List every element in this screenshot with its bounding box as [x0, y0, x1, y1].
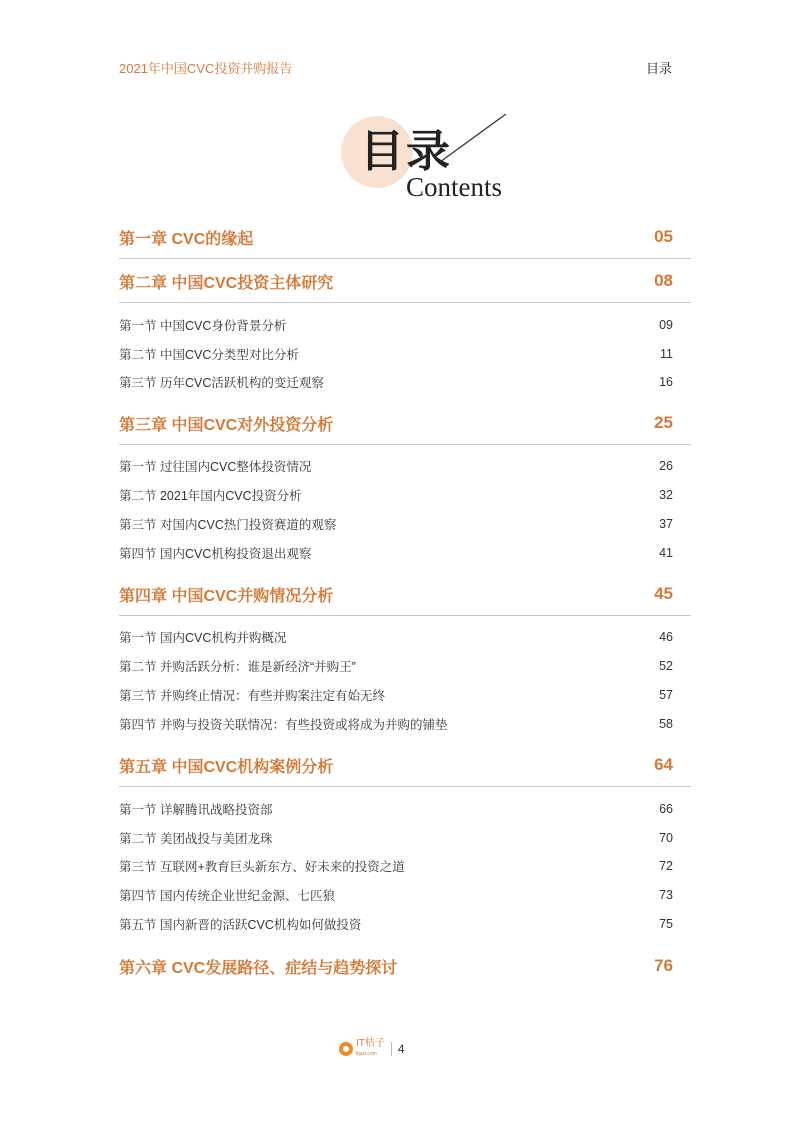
- toc-chapter-6[interactable]: [119, 953, 691, 979]
- page-number: 4: [397, 1042, 405, 1056]
- orange-logo-icon: [339, 1042, 353, 1056]
- toc-title-en: Contents: [406, 172, 503, 202]
- toc-section-label: 第四节 国内传统企业世纪金源、七匹狼: [119, 889, 335, 903]
- toc-section-label: 第一节 中国CVC身份背景分析: [119, 319, 287, 333]
- title-slash-decoration: [438, 112, 510, 164]
- toc-section[interactable]: [119, 543, 691, 563]
- footer: [339, 1039, 405, 1059]
- divider: [119, 615, 691, 616]
- toc-section[interactable]: [119, 485, 691, 505]
- toc-section-label: 第三节 对国内CVC热门投资赛道的观察: [119, 518, 337, 532]
- toc-chapter-label: 第六章 CVC发展路径、症结与趋势探讨: [119, 959, 398, 977]
- footer-separator: [391, 1042, 392, 1056]
- toc-section[interactable]: [119, 914, 691, 934]
- toc-chapter-4[interactable]: [119, 581, 691, 607]
- section-label: 目录: [645, 61, 672, 76]
- toc-section[interactable]: [119, 627, 691, 647]
- toc-chapter-2[interactable]: [119, 268, 691, 294]
- toc-section-label: 第三节 历年CVC活跃机构的变迁观察: [119, 376, 324, 390]
- toc-section-label: 第一节 国内CVC机构并购概况: [119, 631, 287, 645]
- logo-subtext: itjuzi.com: [356, 1051, 377, 1057]
- toc-page-number: 46: [659, 630, 673, 644]
- toc-section[interactable]: [119, 456, 691, 476]
- toc-page-number: 41: [659, 546, 673, 560]
- toc-section[interactable]: [119, 656, 691, 676]
- toc-section-label: 第二节 中国CVC分类型对比分析: [119, 348, 299, 362]
- toc-chapter-3[interactable]: [119, 410, 691, 436]
- toc-section[interactable]: [119, 799, 691, 819]
- toc-page-number: 45: [654, 584, 673, 603]
- divider: [119, 786, 691, 787]
- toc-page-number: 64: [654, 755, 673, 774]
- toc-section-label: 第二节 2021年国内CVC投资分析: [119, 489, 302, 503]
- brand-logo: [356, 1039, 385, 1059]
- toc-section[interactable]: [119, 372, 691, 392]
- toc-section-label: 第一节 详解腾讯战略投资部: [119, 803, 273, 817]
- toc-chapter-label: 第二章 中国CVC投资主体研究: [119, 274, 334, 292]
- toc-section-label: 第二节 美团战投与美团龙珠: [119, 832, 273, 846]
- toc-section[interactable]: [119, 685, 691, 705]
- toc-chapter-1[interactable]: [119, 224, 691, 250]
- toc-section[interactable]: [119, 828, 691, 848]
- toc-page-number: 76: [654, 956, 673, 975]
- report-title: 2021年中国CVC投资并购报告: [119, 61, 293, 76]
- toc-chapter-label: 第三章 中国CVC对外投资分析: [119, 416, 334, 434]
- toc-section-label: 第一节 过往国内CVC整体投资情况: [119, 460, 312, 474]
- toc-page-number: 11: [660, 347, 673, 361]
- toc-page-number: 16: [659, 375, 673, 389]
- toc-section-label: 第二节 并购活跃分析：谁是新经济“并购王”: [119, 660, 356, 674]
- toc-section-label: 第三节 并购终止情况：有些并购案注定有始无终: [119, 689, 385, 703]
- divider: [119, 444, 691, 445]
- toc-page-number: 57: [659, 688, 673, 702]
- toc-section[interactable]: [119, 315, 691, 335]
- toc-page-number: 32: [659, 488, 673, 502]
- toc-section-label: 第三节 互联网+教育巨头新东方、好未来的投资之道: [119, 860, 405, 874]
- toc-page-number: 08: [654, 271, 673, 290]
- toc-page-number: 05: [654, 227, 673, 246]
- toc-page-number: 75: [659, 917, 673, 931]
- toc-page-number: 72: [659, 859, 673, 873]
- toc-section[interactable]: [119, 856, 691, 876]
- toc-page-number: 70: [659, 831, 673, 845]
- toc-page-number: 52: [659, 659, 673, 673]
- toc-title-cn: 目录: [360, 127, 452, 176]
- toc-section[interactable]: [119, 344, 691, 364]
- toc-page-number: 09: [659, 318, 673, 332]
- toc-section[interactable]: [119, 714, 691, 734]
- toc-section-label: 第四节 并购与投资关联情况：有些投资或将成为并购的铺垫: [119, 718, 448, 732]
- toc-section-label: 第四节 国内CVC机构投资退出观察: [119, 547, 312, 561]
- toc-chapter-label: 第四章 中国CVC并购情况分析: [119, 587, 334, 605]
- toc-chapter-5[interactable]: [119, 752, 691, 778]
- toc-section[interactable]: [119, 885, 691, 905]
- toc-chapter-label: 第五章 中国CVC机构案例分析: [119, 758, 334, 776]
- logo-text: IT桔子: [356, 1038, 385, 1049]
- toc-section[interactable]: [119, 514, 691, 534]
- toc-chapter-label: 第一章 CVC的缘起: [119, 230, 254, 248]
- divider: [119, 302, 691, 303]
- toc-page-number: 66: [659, 802, 673, 816]
- toc-page-number: 73: [659, 888, 673, 902]
- toc-page-number: 25: [654, 413, 673, 432]
- toc-section-label: 第五节 国内新晋的活跃CVC机构如何做投资: [119, 918, 362, 932]
- toc-page-number: 58: [659, 717, 673, 731]
- toc-page-number: 26: [659, 459, 673, 473]
- toc-page-number: 37: [659, 517, 673, 531]
- divider: [119, 258, 691, 259]
